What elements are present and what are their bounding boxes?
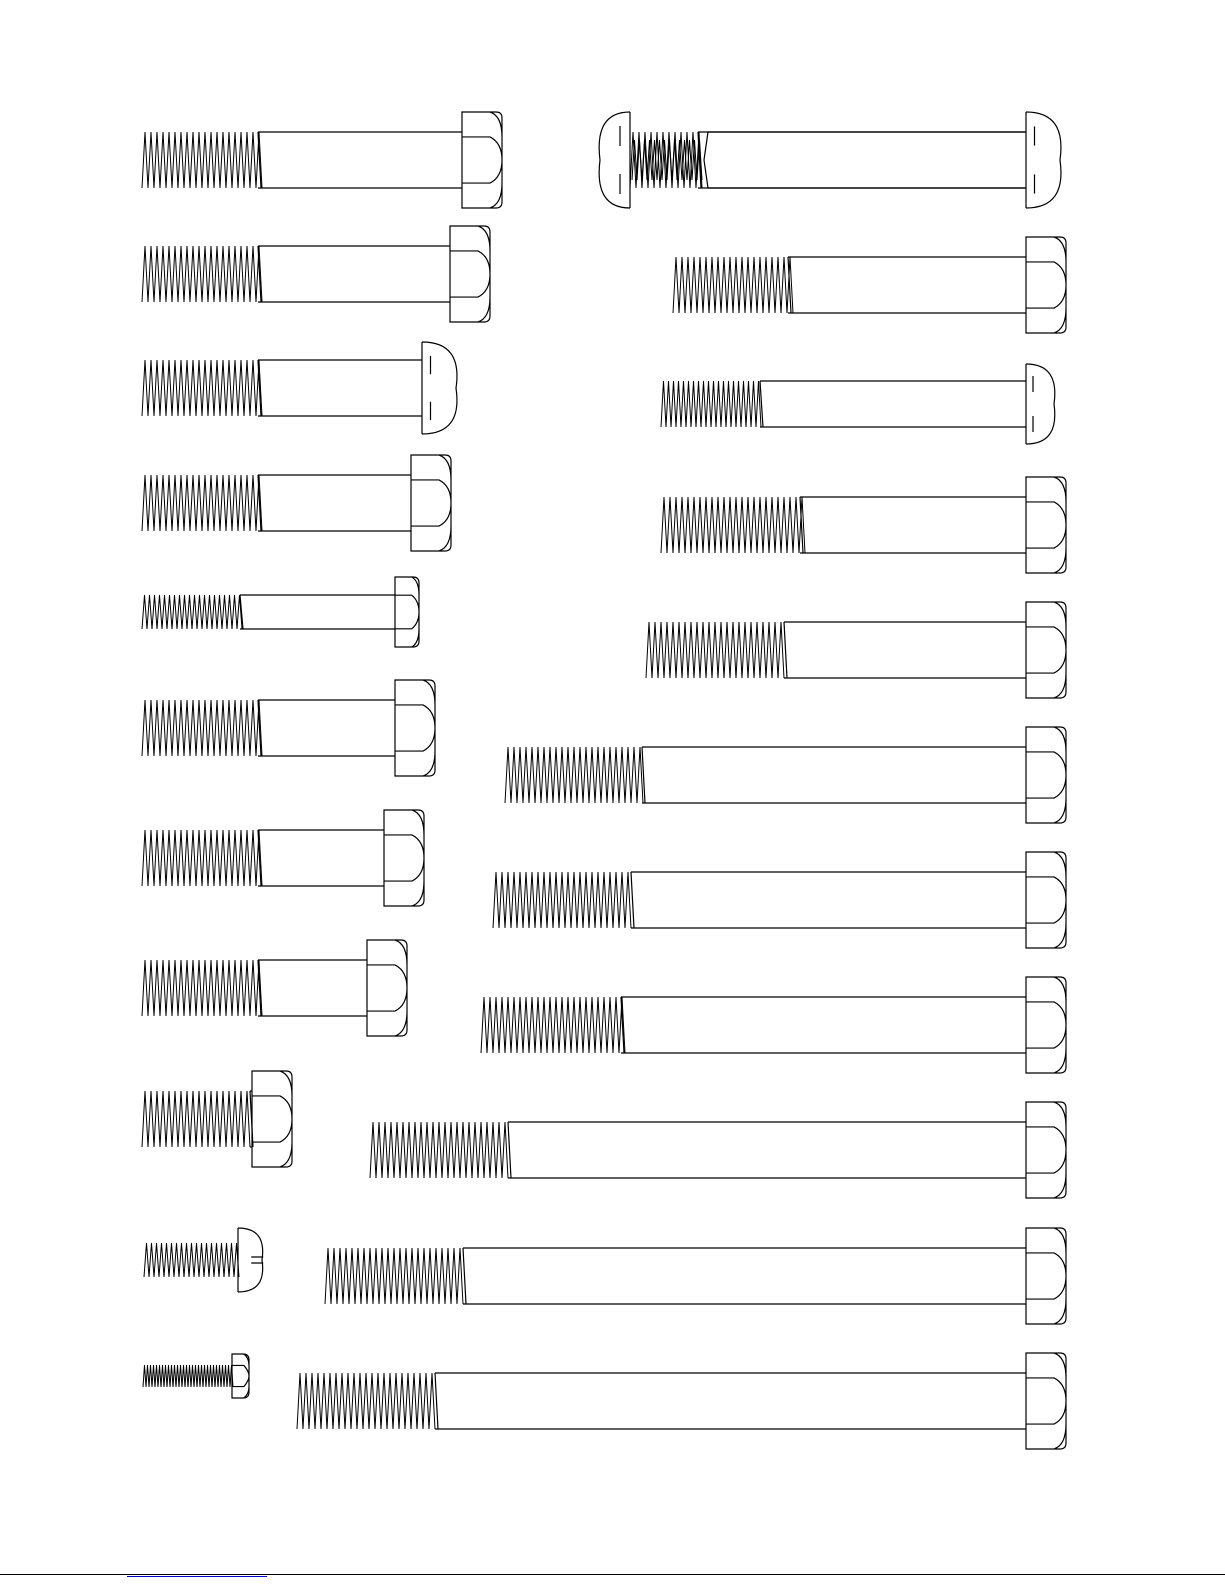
bolt-thread	[142, 700, 262, 756]
hex-head	[1026, 237, 1066, 333]
bolt-shank	[258, 246, 450, 302]
bolt-r5	[646, 602, 1066, 698]
hex-head	[462, 112, 502, 208]
round-head	[1026, 364, 1055, 444]
bolt-l10	[144, 1228, 263, 1292]
footer-link-underline[interactable]	[127, 1576, 267, 1577]
bolt-thread	[142, 132, 262, 188]
bolt-r10	[325, 1228, 1066, 1324]
bolt-thread	[142, 360, 262, 416]
bolt-thread	[673, 257, 793, 313]
round-head	[238, 1228, 263, 1292]
bolt-l1	[142, 112, 502, 208]
bolt-shank	[463, 1248, 1026, 1304]
hex-head	[1026, 1353, 1066, 1449]
bolt-thread	[493, 872, 631, 928]
hex-head	[395, 577, 419, 647]
round-head	[599, 112, 630, 208]
bolt-r6	[505, 727, 1066, 823]
bolt-thread	[661, 381, 761, 427]
bolt-r11	[297, 1353, 1066, 1449]
bolt-thread	[142, 595, 242, 629]
bolt-thread	[661, 497, 805, 553]
bolt-thread	[505, 747, 643, 803]
bolt-thread	[143, 1365, 233, 1387]
bolt-thread	[325, 1248, 463, 1304]
hex-head	[450, 226, 490, 322]
bolt-thread	[297, 1373, 435, 1429]
bolt-l4	[142, 455, 451, 551]
hex-head	[252, 1071, 292, 1167]
hex-head	[395, 680, 435, 776]
hex-head	[384, 810, 424, 906]
hex-head	[1026, 1102, 1066, 1198]
bolt-l8	[142, 940, 407, 1036]
bolt-shank	[760, 381, 1026, 427]
bolt-shank	[704, 132, 1026, 188]
hex-head	[232, 1354, 249, 1398]
bolt-shank	[258, 132, 462, 188]
hex-head	[367, 940, 407, 1036]
bolt-thread	[370, 1122, 508, 1178]
bolt-l2	[142, 226, 490, 322]
bolt-shank	[788, 257, 1026, 313]
bolt-shank	[258, 700, 395, 756]
bolt-shank	[258, 360, 422, 416]
hex-head	[1026, 977, 1066, 1073]
bolt-thread	[646, 622, 784, 678]
hex-head	[1026, 727, 1066, 823]
bolt-thread	[142, 246, 262, 302]
bolt-r7	[493, 852, 1066, 948]
bolt-shank	[784, 622, 1026, 678]
hex-head	[1026, 1228, 1066, 1324]
bolt-shank	[258, 830, 384, 886]
hex-head	[1026, 602, 1066, 698]
bolt-shank	[631, 872, 1026, 928]
bolt-r2	[673, 237, 1066, 333]
bolt-l5	[142, 577, 419, 647]
bolt-thread	[142, 830, 262, 886]
bolt-r8	[481, 977, 1066, 1073]
bolt-thread	[142, 1091, 250, 1147]
bolt-shank	[642, 747, 1026, 803]
bolt-thread	[142, 475, 262, 531]
bolt-r9	[370, 1102, 1066, 1198]
hex-head	[1026, 852, 1066, 948]
bolt-l11	[143, 1354, 249, 1398]
bolt-thread	[481, 997, 625, 1053]
bolt-thread	[144, 1243, 239, 1277]
bolt-l6	[142, 680, 435, 776]
round-head	[422, 342, 457, 434]
bolt-shank	[800, 497, 1026, 553]
bolt-shank	[698, 132, 1026, 188]
hex-head	[1026, 477, 1066, 573]
bolt-r3	[661, 364, 1055, 444]
footer-rule	[0, 1574, 1225, 1575]
bolt-r1	[599, 112, 1061, 208]
bolt-shank	[621, 997, 1026, 1053]
hex-head	[411, 455, 451, 551]
bolt-l3	[142, 342, 457, 434]
bolt-r4	[661, 477, 1066, 573]
bolt-shank	[435, 1373, 1026, 1429]
bolt-shank	[258, 475, 411, 531]
round-head	[1026, 112, 1061, 208]
bolt-shank	[508, 1122, 1026, 1178]
bolt-shank	[258, 960, 367, 1016]
bolt-l9	[142, 1071, 292, 1167]
bolt-l7	[142, 810, 424, 906]
bolt-shank	[240, 595, 395, 629]
bolt-thread	[142, 960, 262, 1016]
